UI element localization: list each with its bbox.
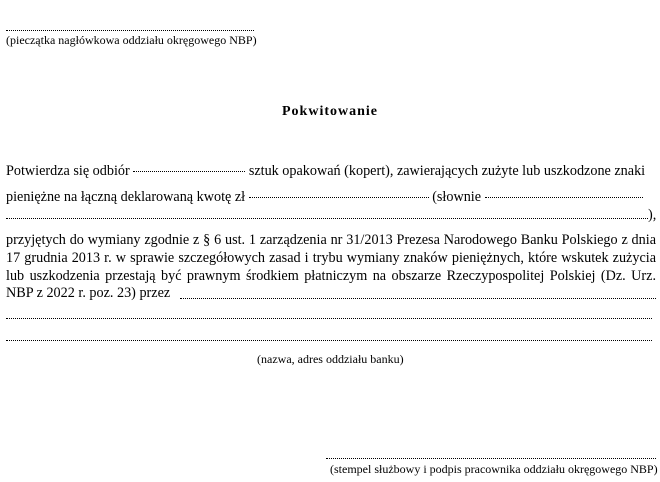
body-line-4: przyjętych do wymiany zgodnie z § 6 ust. 1 zarządzenia nr 31/2013 Prezesa Narodowego Banku Polskiego z dnia — [6, 232, 656, 248]
body-line-2-start: pieniężne na łączną deklarowaną kwotę zł — [6, 189, 246, 205]
body-line-1 — [6, 163, 645, 180]
bank-caption: (nazwa, adres oddziału banku) — [257, 352, 404, 366]
amount-field[interactable] — [249, 197, 429, 198]
amount-in-words-field[interactable] — [6, 218, 648, 219]
stamp-dotted-line — [6, 30, 254, 31]
body-line-7-start: NBP z 2022 r. poz. 23) przez — [6, 285, 171, 301]
body-line-6: lub uszkodzenia przestają być prawnym środkiem płatniczym na obszarze Rzeczypospolitej Polskiej (Dz. Urz. — [6, 268, 656, 284]
body-line-7 — [6, 285, 170, 302]
body-line-1-end: sztuk opakowań (kopert), zawierających zużyte lub uszkodzone znaki — [248, 163, 646, 179]
amount-in-words-field-start[interactable] — [485, 197, 643, 198]
quantity-field[interactable] — [133, 171, 245, 172]
document-title: Pokwitowanie — [282, 104, 378, 119]
body-line-2-mid: (słownie — [432, 189, 482, 205]
signature-dotted-line[interactable] — [326, 458, 656, 459]
bank-address-field-2[interactable] — [6, 340, 652, 341]
body-line-1-start: Potwierdza się odbiór — [6, 163, 130, 179]
body-line-2 — [6, 189, 643, 206]
signature-caption: (stempel służbowy i podpis pracownika oddziału okręgowego NBP) — [330, 462, 658, 476]
stamp-caption: (pieczątka nagłówkowa oddziału okręgowego NBP) — [6, 33, 257, 47]
body-line-3-end: ), — [648, 207, 657, 223]
bank-address-field-1[interactable] — [6, 318, 652, 319]
bank-name-field[interactable] — [180, 298, 656, 299]
body-line-5: 17 grudnia 2013 r. w sprawie szczegółowych zasad i trybu wymiany znaków pieniężnych, które wskutek zużycia — [6, 250, 656, 266]
